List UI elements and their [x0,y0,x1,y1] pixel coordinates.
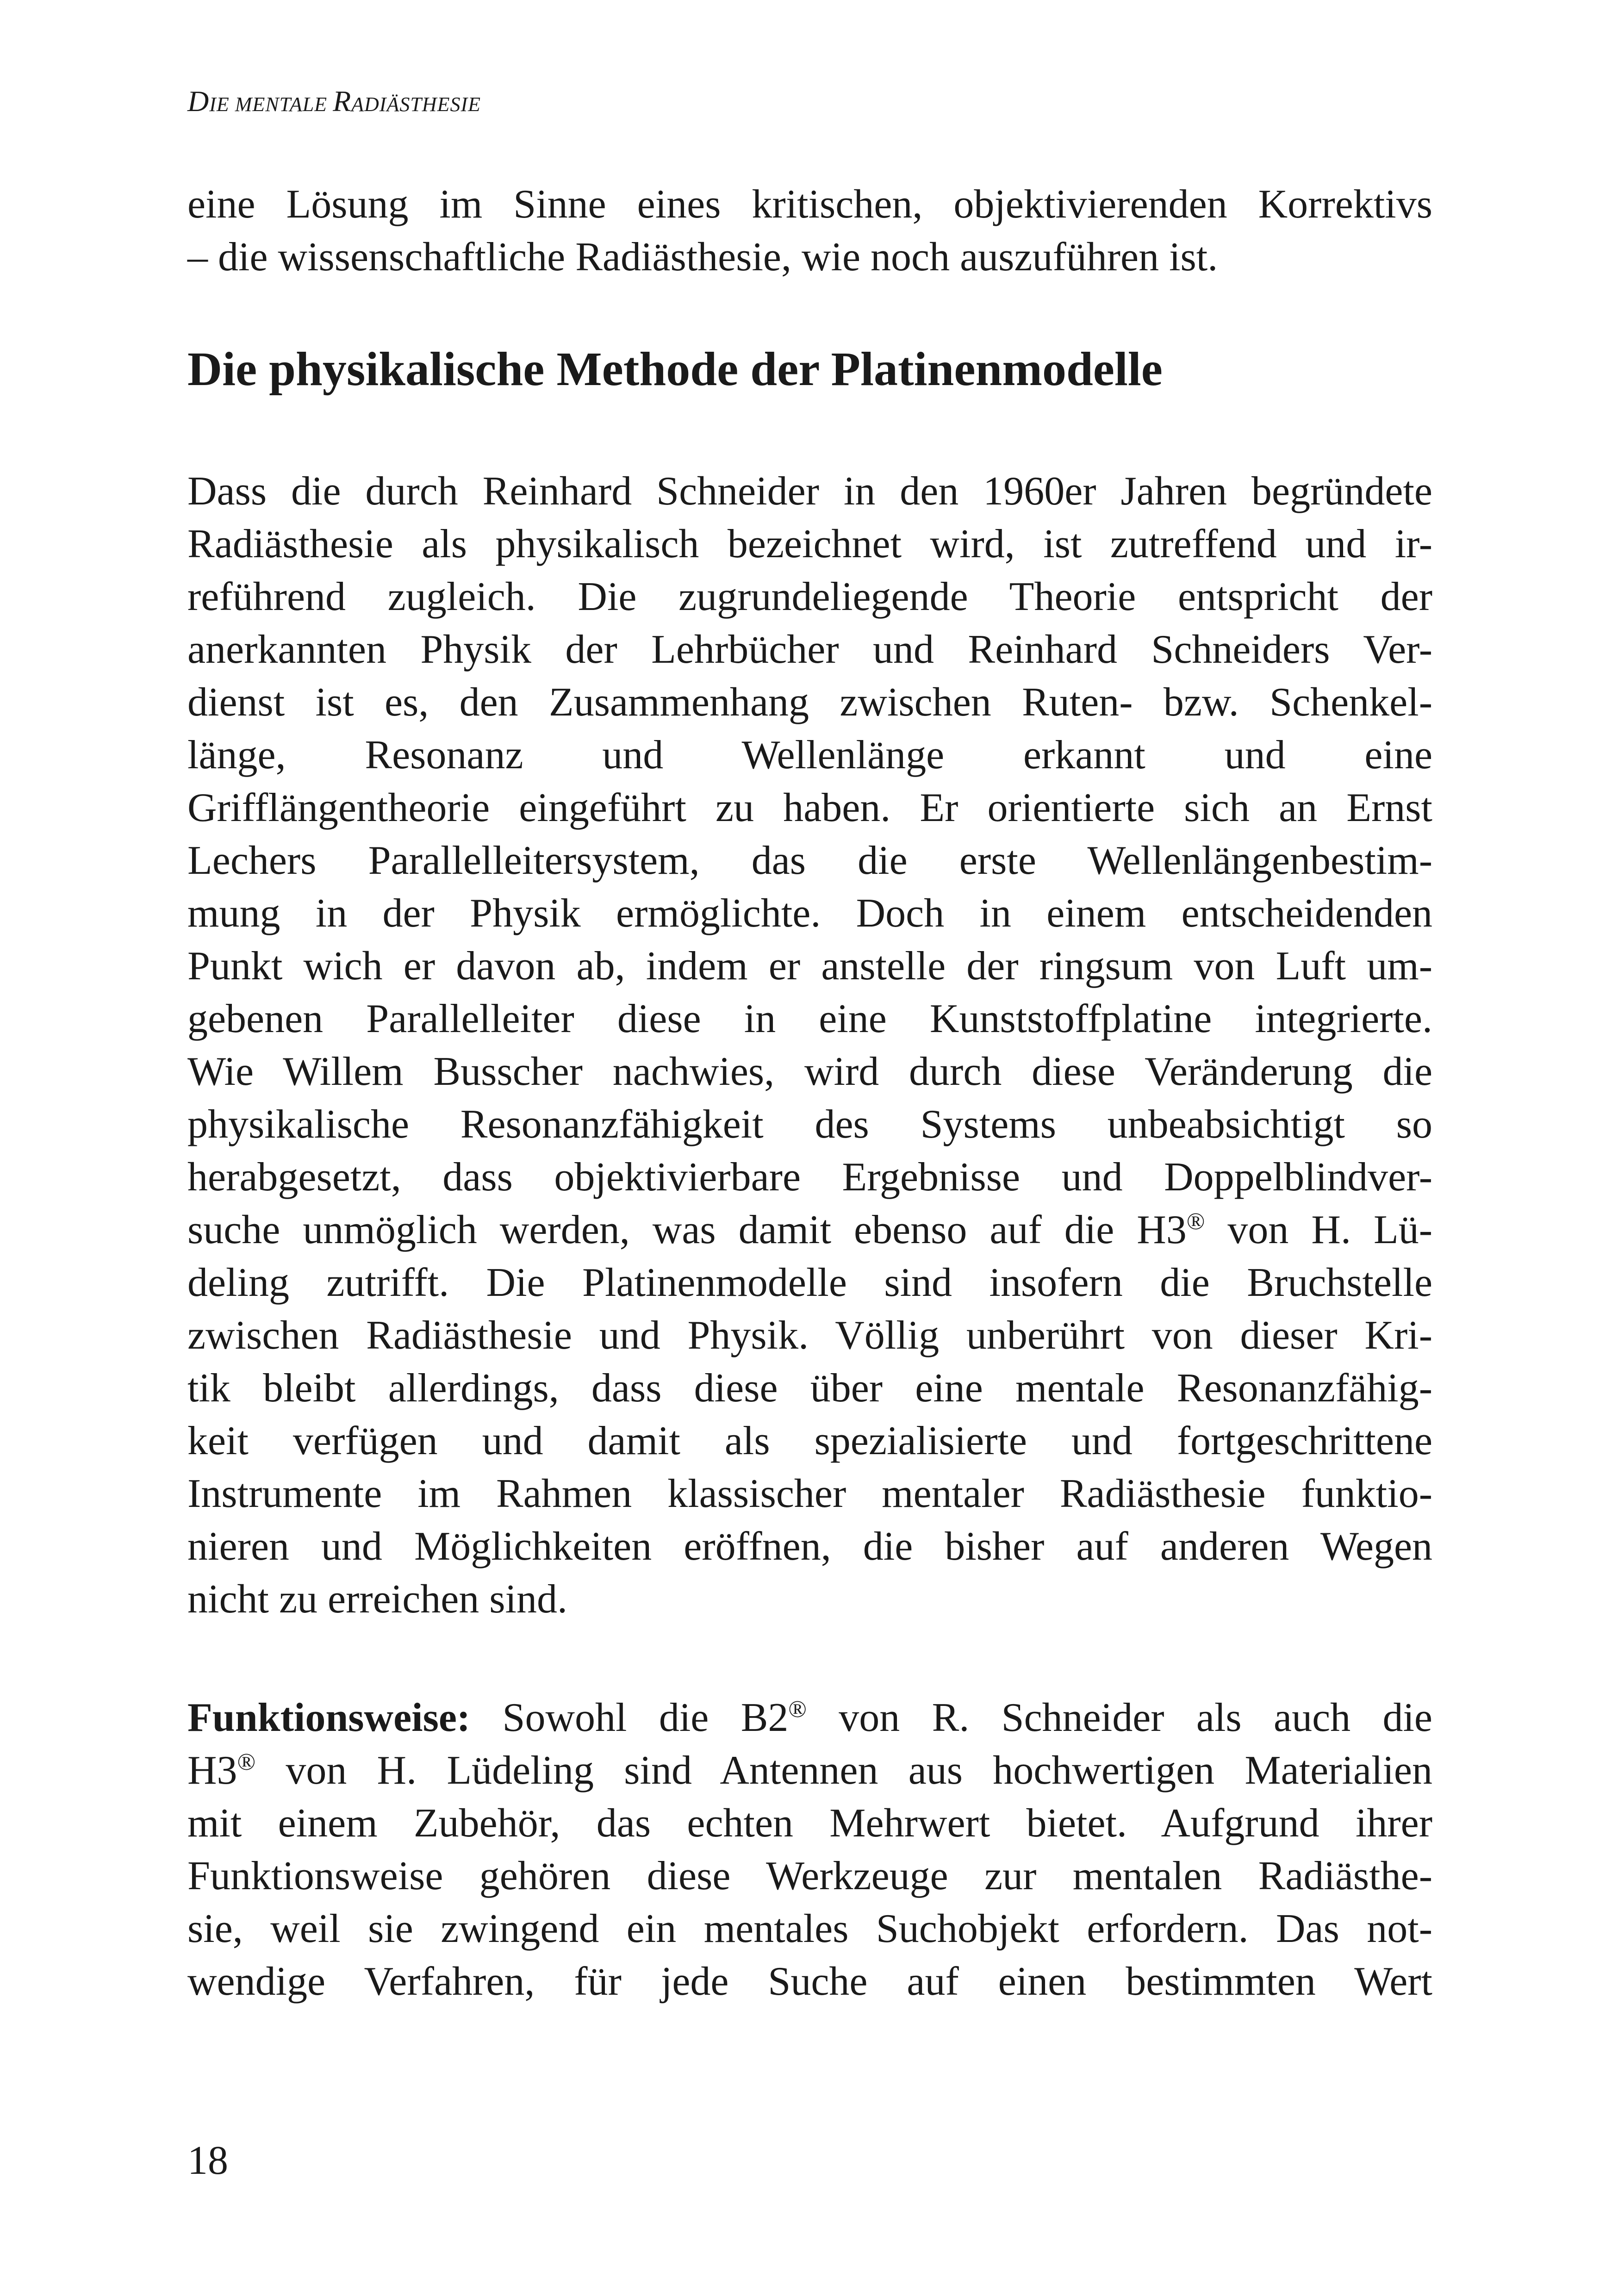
text-line: anerkannten Physik der Lehrbücher und Reinhard Schneiders Ver- [187,627,1432,672]
intro-paragraph [187,178,1432,284]
body-paragraph-1 [187,465,1432,1626]
text-line: gebenen Parallelleiter diese in eine Kunststoffplatine integrierte. [187,996,1432,1041]
registered-mark: ® [788,1696,807,1723]
text-line: herabgesetzt, dass objektivierbare Ergebnisse und Doppelblindver- [187,1155,1432,1200]
text-line: wendige Verfahren, für jede Suche auf einen bestimmten Wert [187,1959,1432,2004]
running-head-cap-1: D [187,85,210,118]
text-line: tik bleibt allerdings, dass diese über eine mentale Resonanzfähig- [187,1366,1432,1411]
text-segment: Sowohl die B2 [470,1695,789,1740]
registered-mark: ® [237,1749,256,1775]
text-line: deling zutrifft. Die Platinenmodelle sind insofern die Bruchstelle [187,1260,1432,1305]
text-line: eine Lösung im Sinne eines kritischen, objektivierenden Korrektivs [187,182,1432,227]
body-paragraph-2 [187,1692,1432,2008]
text-line: Wie Willem Busscher nachwies, wird durch diese Veränderung die [187,1049,1432,1094]
text-line: reführend zugleich. Die zugrundeliegende Theorie entspricht der [187,574,1432,619]
text-line: Punkt wich er davon ab, indem er anstelle der ringsum von Luft um- [187,944,1432,989]
page-number: 18 [187,2138,228,2183]
text-segment: von H. Lüdeling sind Antennen aus hochwertigen Materialien [255,1748,1432,1793]
text-line: keit verfügen und damit als spezialisierte und fortgeschrittene [187,1419,1432,1463]
registered-mark: ® [1186,1208,1205,1235]
text-line-with-lead [187,1692,1432,1744]
text-line: länge, Resonanz und Wellenlänge erkannt und eine [187,733,1432,778]
section-heading: Die physikalische Methode der Platinenmodelle [187,342,1163,396]
text-line: Dass die durch Reinhard Schneider in den 1960er Jahren begründete [187,469,1432,514]
text-line: zwischen Radiästhesie und Physik. Völlig unberührt von dieser Kri- [187,1313,1432,1358]
text-line: Radiästhesie als physikalisch bezeichnet wird, ist zutreffend und ir- [187,522,1432,566]
text-line: physikalische Resonanzfähigkeit des Systems unbeabsichtigt so [187,1102,1432,1147]
text-segment: suche unmöglich werden, was damit ebenso auf die H3 [187,1207,1187,1252]
running-head-rest-2: ADIÄSTHESIE [351,93,481,116]
running-head-rest-1: IE MENTALE [209,93,333,116]
text-line: Funktionsweise gehören diese Werkzeuge zur mentalen Radiästhe- [187,1854,1432,1898]
text-line: Grifflängentheorie eingeführt zu haben. Er orientierte sich an Ernst [187,785,1432,830]
text-line-with-superscript [187,1744,1432,1797]
text-line: Instrumente im Rahmen klassischer mentaler Radiästhesie funktio- [187,1471,1432,1516]
text-line: dienst ist es, den Zusammenhang zwischen Ruten- bzw. Schenkel- [187,680,1432,725]
text-line-with-superscript [187,1204,1432,1257]
text-line: mung in der Physik ermöglichte. Doch in einem entscheidenden [187,891,1432,936]
text-segment: von R. Schneider als auch die [806,1695,1432,1740]
text-line: sie, weil sie zwingend ein mentales Suchobjekt erfordern. Das not- [187,1906,1432,1951]
text-line: Lechers Parallelleitersystem, das die erste Wellenlängenbestim- [187,838,1432,883]
text-line: mit einem Zubehör, das echten Mehrwert bietet. Aufgrund ihrer [187,1801,1432,1846]
running-head [187,84,481,118]
text-line: nieren und Möglichkeiten eröffnen, die bisher auf anderen Wegen [187,1524,1432,1569]
text-segment: von H. Lü- [1205,1207,1433,1252]
text-segment: H3 [187,1748,237,1793]
paragraph-lead-term: Funktionsweise: [187,1695,471,1740]
text-line: – die wissenschaftliche Radiästhesie, wie noch auszuführen ist. [187,235,1218,280]
running-head-cap-2: R [333,85,352,118]
text-line: nicht zu erreichen sind. [187,1577,568,1622]
